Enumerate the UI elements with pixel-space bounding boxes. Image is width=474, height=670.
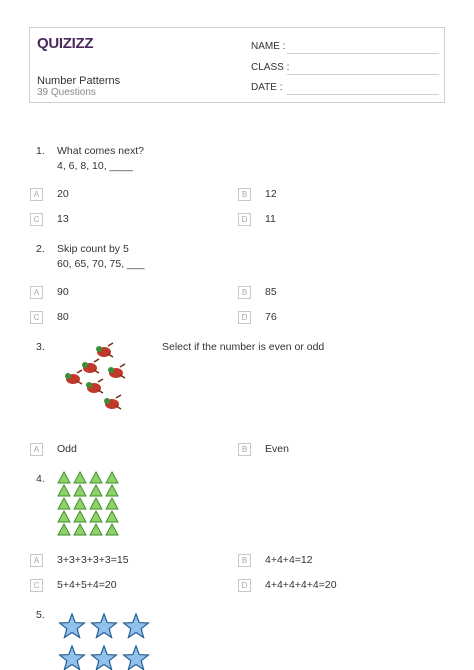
option-letter[interactable]: A [30,188,43,201]
option-text: 11 [265,213,276,225]
bug-icon [82,359,99,373]
option-letter[interactable]: C [30,213,43,226]
option-letter[interactable]: C [30,311,43,324]
triangle-icon [58,511,70,522]
triangle-icon [106,485,118,496]
question-number: 3. [36,341,45,353]
option-text: 20 [57,188,69,200]
option-text: 4+4+4=12 [265,554,313,566]
star-icon [60,646,85,670]
option-text: 13 [57,213,69,225]
option-text: 3+3+3+3+3=15 [57,554,129,566]
option-letter[interactable]: B [238,286,251,299]
option-text: Even [265,443,289,455]
question-number: 4. [36,473,45,485]
triangle-icon [106,511,118,522]
star-icon [92,614,117,638]
star-group-image [58,612,154,670]
bug-icon [104,395,121,409]
bug-icon [96,343,113,357]
bug-icon [86,379,103,393]
option-text: 4+4+4+4+4=20 [265,579,337,591]
name-field[interactable] [287,53,439,54]
option-text: 5+4+5+4=20 [57,579,117,591]
question-number: 2. [36,243,45,255]
question-text: 60, 65, 70, 75, ___ [57,258,145,270]
star-icon [124,646,149,670]
question-text: 4, 6, 8, 10, ____ [57,160,133,172]
option-text: 85 [265,286,277,298]
triangle-icon [74,524,86,535]
option-letter[interactable]: B [238,554,251,567]
bug-icon [108,364,125,378]
triangle-icon [74,498,86,509]
option-letter[interactable]: D [238,579,251,592]
triangle-icon [58,498,70,509]
triangle-icon [58,485,70,496]
star-icon [124,614,149,638]
star-icon [92,646,117,670]
triangle-grid-image [56,470,122,540]
worksheet-title: Number Patterns [37,75,121,87]
triangle-icon [90,511,102,522]
option-text: 80 [57,311,69,323]
triangle-icon [90,524,102,535]
question-text: What comes next? [57,145,144,157]
question-text: Select if the number is even or odd [162,341,325,353]
bug-group-image [60,340,135,420]
triangle-icon [74,511,86,522]
option-letter[interactable]: D [238,213,251,226]
question-number: 1. [36,145,45,157]
option-text: 90 [57,286,69,298]
option-letter[interactable]: A [30,443,43,456]
triangle-icon [106,472,118,483]
option-text: 76 [265,311,277,323]
class-field[interactable] [287,74,439,75]
bug-icon [65,370,82,384]
triangle-icon [90,485,102,496]
triangle-icon [74,472,86,483]
star-icon [60,614,85,638]
date-label: DATE : [251,82,283,93]
triangle-icon [106,524,118,535]
triangle-icon [90,472,102,483]
worksheet-question-count: 39 Questions [37,87,96,98]
triangle-icon [74,485,86,496]
question-number: 5. [36,609,45,621]
class-label: CLASS : [251,62,290,73]
triangle-icon [90,498,102,509]
option-letter[interactable]: D [238,311,251,324]
name-label: NAME : [251,41,286,52]
triangle-icon [58,472,70,483]
option-text: 12 [265,188,277,200]
quizizz-logo: QUIZIZZ [37,35,94,52]
option-letter[interactable]: A [30,554,43,567]
triangle-icon [58,524,70,535]
option-letter[interactable]: B [238,188,251,201]
option-text: Odd [57,443,77,455]
option-letter[interactable]: A [30,286,43,299]
triangle-icon [106,498,118,509]
question-text: Skip count by 5 [57,243,129,255]
option-letter[interactable]: B [238,443,251,456]
worksheet-header [29,27,445,103]
option-letter[interactable]: C [30,579,43,592]
date-field[interactable] [287,94,439,95]
